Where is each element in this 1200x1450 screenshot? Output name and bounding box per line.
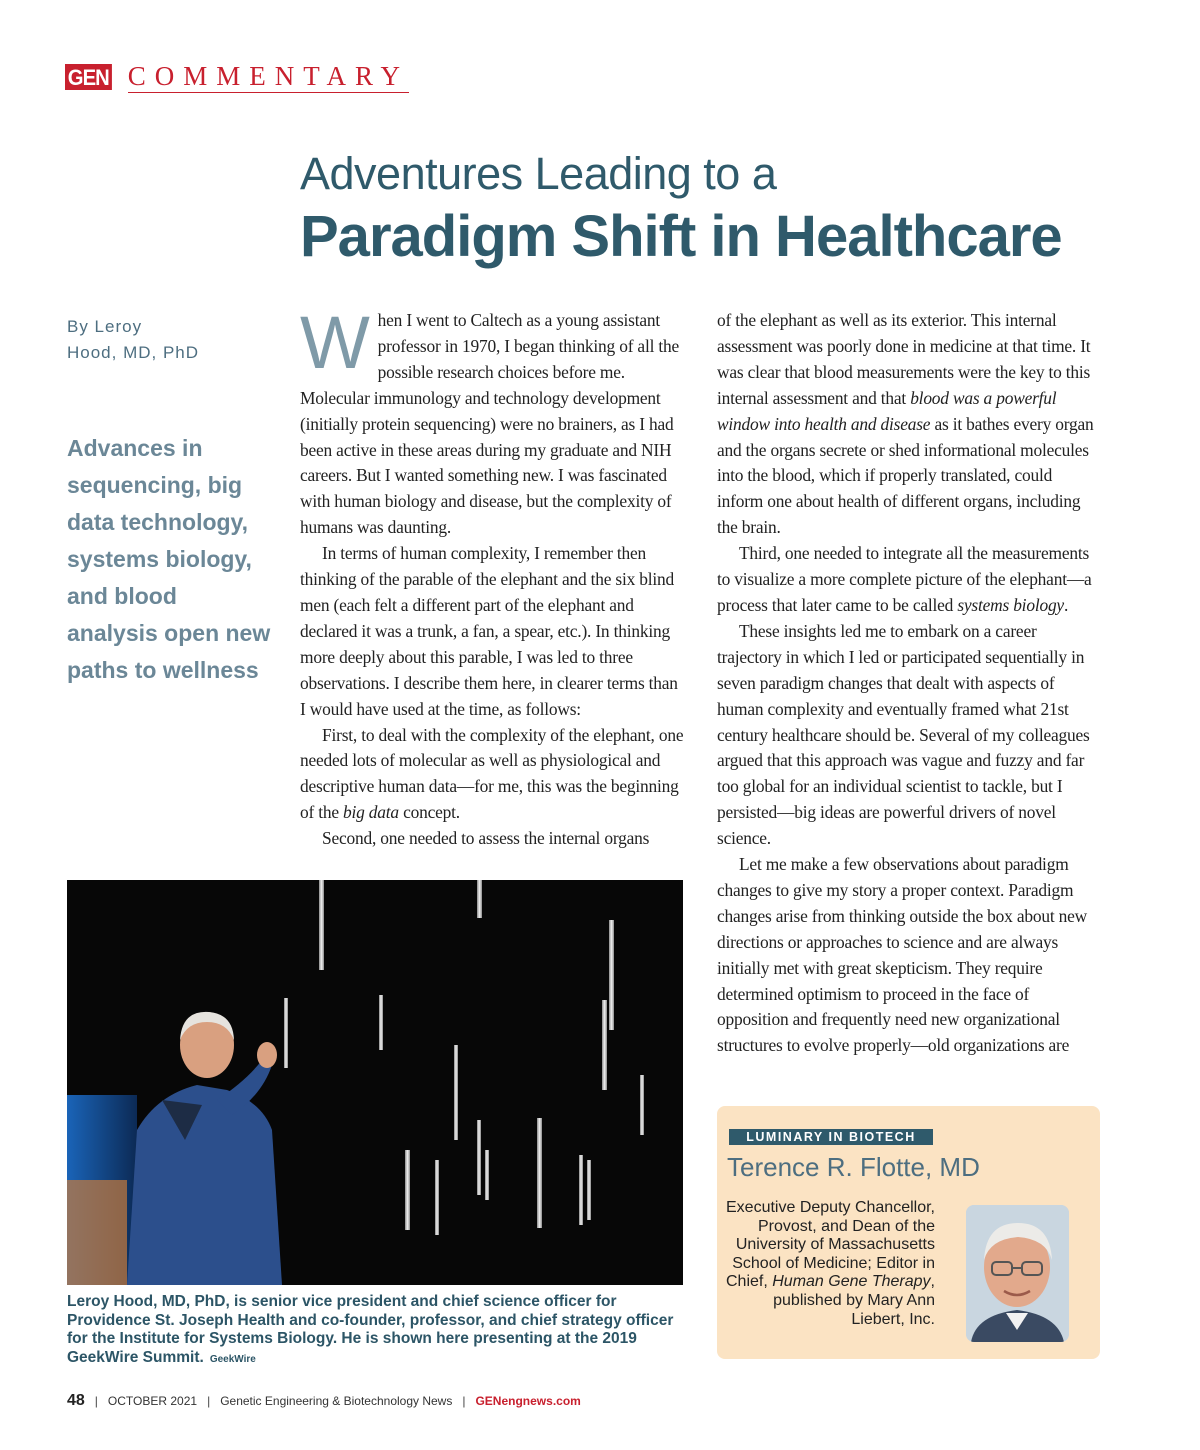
journal-name: Human Gene Therapy bbox=[772, 1273, 931, 1291]
footer-divider: | bbox=[94, 1394, 98, 1408]
speaker-photo bbox=[67, 880, 683, 1285]
section-label: COMMENTARY bbox=[127, 60, 410, 91]
page-number: 48 bbox=[67, 1392, 85, 1409]
article-title-line2: Paradigm Shift in Healthcare bbox=[300, 204, 1062, 269]
pull-quote: Advances in sequencing, big data technology, systems biology, and blood analysis open new paths to wellness bbox=[67, 435, 271, 683]
luminary-publisher: , published by Mary Ann Liebert, Inc. bbox=[773, 1273, 935, 1328]
portrait-illustration bbox=[966, 1205, 1069, 1342]
paragraph-5 bbox=[717, 541, 1102, 619]
article-column-1 bbox=[300, 301, 685, 852]
stage-illustration bbox=[67, 880, 683, 1285]
paragraph-1 bbox=[300, 301, 685, 541]
issue-date: OCTOBER 2021 bbox=[107, 1394, 198, 1408]
photo-credit: GeekWire bbox=[209, 1353, 256, 1365]
footer-divider: | bbox=[207, 1394, 211, 1408]
caption-text: Leroy Hood, MD, PhD, is senior vice president and chief science officer for Providence St. Joseph Health and co-founder, professor, and chief strategy officer for the Institute for Systems Biology. He is shown here presenting at the 2019 GeekWire Summit. bbox=[67, 1293, 674, 1366]
footer-divider: | bbox=[462, 1394, 466, 1408]
paragraph-3-emphasis: big data bbox=[343, 802, 399, 823]
luminary-badge: LUMINARY IN BIOTECH bbox=[729, 1129, 933, 1145]
luminary-sidebar bbox=[717, 1106, 1100, 1359]
paragraph-5-end: . bbox=[1063, 594, 1069, 615]
luminary-portrait bbox=[966, 1205, 1069, 1342]
paragraph-3 bbox=[300, 723, 685, 827]
paragraph-5-emphasis: systems biology bbox=[957, 594, 1064, 615]
paragraph-4-end: as it bathes every organ and the organs secrete or shed informational molecules into the blood, which if properly translated, could inform one about health of different organs, including the brain. bbox=[717, 413, 1094, 538]
paragraph-4-start: Second, one needed to assess the internal organs bbox=[322, 828, 650, 849]
luminary-description bbox=[725, 1199, 935, 1329]
byline-line2: Hood, MD, PhD bbox=[67, 343, 200, 362]
photo-caption bbox=[67, 1293, 697, 1369]
paragraph-3-end: concept. bbox=[398, 802, 460, 823]
publication-name: Genetic Engineering & Biotechnology News bbox=[220, 1394, 453, 1408]
luminary-name: Terence R. Flotte, MD bbox=[727, 1152, 980, 1182]
paragraph-7: Let me make a few observations about paradigm changes to give my story a proper context. Paradigm changes arise from thinking outside the box about new directions or approaches to science and are always initially met with great skepticism. They require determined optimism to proceed in the face of opposition and frequently need new organizational structures to evolve properly—old organizations are bbox=[717, 854, 1087, 1056]
paragraph-4-emphasis: blood was a powerful window into health and disease bbox=[717, 387, 1057, 434]
paragraph-5-text: Third, one needed to integrate all the measurements to visualize a more complete picture of the elephant—a process that later came to be called bbox=[717, 543, 1092, 615]
page-footer bbox=[67, 1390, 581, 1412]
gen-logo: GEN bbox=[65, 64, 112, 90]
paragraph-4-continued: of the elephant as well as its exterior. This internal assessment was poorly done in medicine at that time. It was clear that blood measurements were the key to this internal assessment and that blood was a powerful window into health and disease as it bathes every organ and the organs secrete or shed informational molecules into the blood, which if properly translated, could inform one about health of different organs, including the brain. bbox=[717, 310, 1094, 538]
byline bbox=[67, 314, 267, 366]
drop-cap: W bbox=[300, 301, 370, 384]
section-header bbox=[65, 60, 409, 94]
paragraph-2: In terms of human complexity, I remember then thinking of the parable of the elephant and the six blind men (each felt a different part of the elephant and declared it was a trunk, a fan, a spear, etc.). In thinking more deeply about this parable, I was led to three observations. I describe them here, in clearer terms than I would have used at the time, as follows: bbox=[300, 543, 678, 719]
byline-line1: By Leroy bbox=[67, 317, 143, 336]
article-title-line1: Adventures Leading to a bbox=[300, 148, 777, 199]
site-link[interactable]: GENengnews.com bbox=[475, 1394, 581, 1408]
paragraph-3-text: First, to deal with the complexity of the elephant, one needed lots of molecular as well as physiological and descriptive human data—for me, this was the beginning of the bbox=[300, 724, 684, 823]
paragraph-6: These insights led me to embark on a career trajectory in which I led or participated sequentially in seven paradigm changes that dealt with aspects of human complexity and eventually framed what 21st century healthcare should be. Several of my colleagues argued that this approach was vague and fuzzy and far too global for an individual scientist to tackle, but I persisted—big ideas are powerful drivers of novel science. bbox=[717, 620, 1090, 849]
luminary-title: Executive Deputy Chancellor, Provost, and Dean of the University of Massachusetts School of Medicine; Editor in Chief, bbox=[725, 1199, 935, 1291]
paragraph-1-text: hen I went to Caltech as a young assistant professor in 1970, I began thinking of all the possible research choices before me. Molecular immunology and technology development (initially protein sequencing) were no brainers, as I had been active in these areas during my graduate and NIH careers. But I wanted something new. I was fascinated with human biology and disease, but the complexity of humans was daunting. bbox=[300, 310, 680, 538]
article-column-2 bbox=[717, 308, 1102, 1059]
